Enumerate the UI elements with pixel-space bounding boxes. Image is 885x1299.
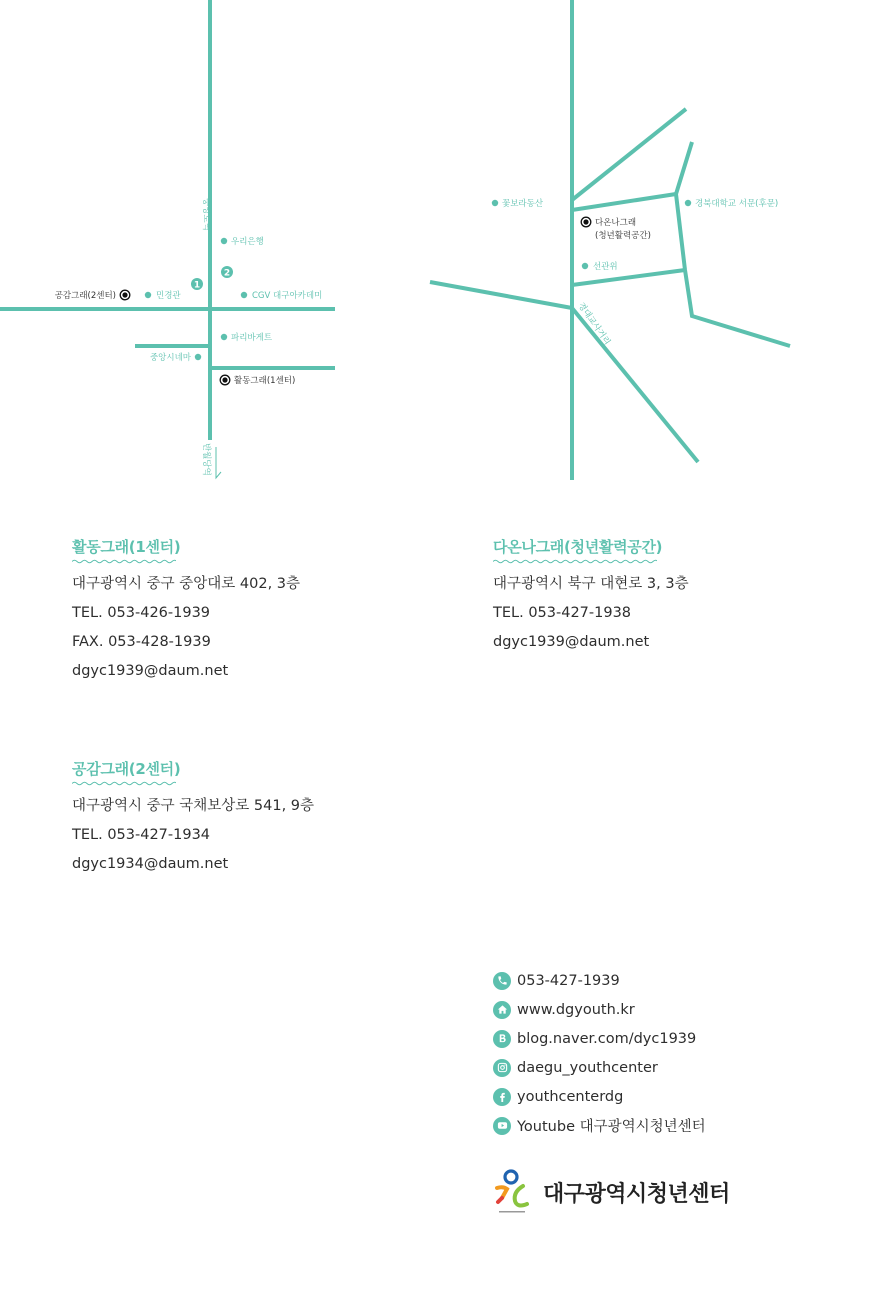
daonna-title <box>493 536 662 562</box>
map-daonna <box>420 0 840 490</box>
target-marker-core <box>583 219 588 224</box>
youtube-icon <box>493 1117 511 1135</box>
daonna-email[interactable]: dgyc1939@daum.net <box>493 634 650 650</box>
contact-instagram-text: daegu_youthcenter <box>517 1059 658 1076</box>
blog-icon <box>493 1030 511 1048</box>
wavy-underline <box>72 781 176 786</box>
exit-2-number: 2 <box>223 268 231 279</box>
road-label-jungangro-station: 중앙로역 <box>201 198 211 231</box>
landmark-kkotbora: 꽃보라동산 <box>502 199 544 209</box>
landmark-dot <box>221 238 227 244</box>
landmark-dot <box>492 200 498 206</box>
center-2-title-text: 공감그래(2센터) <box>72 760 181 778</box>
center-1-title-text: 활동그래(1센터) <box>72 538 181 556</box>
daonna-title-text: 다온나그래(청년활력공간) <box>493 538 663 556</box>
contact-list <box>493 966 706 1140</box>
arrow-down-icon <box>216 447 221 478</box>
daonna-tel: TEL. 053-427-1938 <box>493 605 632 621</box>
contact-phone-text: 053-427-1939 <box>517 972 620 989</box>
landmark-dot <box>145 292 151 298</box>
center-1-tel: TEL. 053-426-1939 <box>72 605 211 621</box>
wavy-underline <box>493 559 657 564</box>
landmark-dot <box>685 200 691 206</box>
logo-name: 대구광역시청년센터 <box>543 1181 730 1207</box>
home-icon <box>493 1001 511 1019</box>
exit-1-number: 1 <box>193 280 201 291</box>
contact-blog[interactable] <box>493 1024 706 1053</box>
road-diagonal-northeast <box>572 109 686 200</box>
wavy-underline <box>72 559 176 564</box>
landmark-dot <box>582 263 588 269</box>
contact-facebook[interactable] <box>493 1082 706 1111</box>
landmark-seongwanwi: 선관위 <box>593 262 618 272</box>
road-diagonal-southeast <box>572 308 698 462</box>
target-marker-core <box>222 377 227 382</box>
landmark-knu-west-gate: 경북대학교 서문(후문) <box>695 199 779 209</box>
road-label-banwoldang-station: 반월당역 <box>201 443 211 476</box>
contact-website[interactable] <box>493 995 706 1024</box>
center-2-tel: TEL. 053-427-1934 <box>72 827 211 843</box>
center-1-fax: FAX. 053-428-1939 <box>72 634 211 650</box>
contact-instagram[interactable] <box>493 1053 706 1082</box>
instagram-icon <box>493 1059 511 1077</box>
center-2-title <box>72 758 180 784</box>
contact-blog-text: blog.naver.com/dyc1939 <box>517 1030 697 1047</box>
landmark-dot <box>221 334 227 340</box>
landmark-dot <box>195 354 201 360</box>
map-label-center-2: 공감그래(2센터) <box>54 291 116 301</box>
road-east <box>676 142 790 346</box>
center-1-info <box>72 536 300 686</box>
map-label-daonna-sub: (청년활력공간) <box>595 231 651 241</box>
facebook-icon <box>493 1088 511 1106</box>
center-2-address: 대구광역시 중구 국채보상로 541, 9층 <box>72 798 315 814</box>
contact-facebook-text: youthcenterdg <box>517 1088 624 1105</box>
daegu-youth-center-logo <box>493 1168 730 1216</box>
logo-mark-icon <box>493 1168 533 1216</box>
contact-youtube-text: Youtube 대구광역시청년센터 <box>517 1119 706 1135</box>
daonna-address: 대구광역시 북구 대현로 3, 3층 <box>493 576 689 592</box>
landmark-dot <box>241 292 247 298</box>
center-1-address: 대구광역시 중구 중앙대로 402, 3층 <box>72 576 301 592</box>
map-label-center-1: 활동그래(1센터) <box>234 376 296 386</box>
landmark-jungang-cinema: 중앙시네마 <box>149 353 191 363</box>
landmark-cgv: CGV 대구아카데미 <box>252 291 323 301</box>
landmark-woori-bank: 우리은행 <box>231 237 264 247</box>
phone-icon <box>493 972 511 990</box>
road-lower-connector <box>572 270 685 285</box>
road-upper-connector <box>572 194 676 210</box>
center-2-email[interactable]: dgyc1934@daum.net <box>72 856 229 872</box>
contact-phone[interactable] <box>493 966 706 995</box>
map-center-1-2 <box>0 0 340 490</box>
daonna-info <box>493 536 689 657</box>
target-marker-core <box>122 292 127 297</box>
map-label-daonna: 다온나그래 <box>595 218 637 228</box>
landmark-minkyung: 민경관 <box>156 291 181 301</box>
road-label-kyungdaegyo: 경대교사거리 <box>575 300 613 348</box>
center-1-title <box>72 536 180 562</box>
center-1-email[interactable]: dgyc1939@daum.net <box>72 663 229 679</box>
landmark-paris-baguette: 파리바게트 <box>231 333 273 343</box>
center-2-info <box>72 758 314 879</box>
contact-youtube[interactable] <box>493 1111 706 1140</box>
contact-website-text: www.dgyouth.kr <box>517 1001 635 1018</box>
road-diagonal-west <box>430 282 572 308</box>
